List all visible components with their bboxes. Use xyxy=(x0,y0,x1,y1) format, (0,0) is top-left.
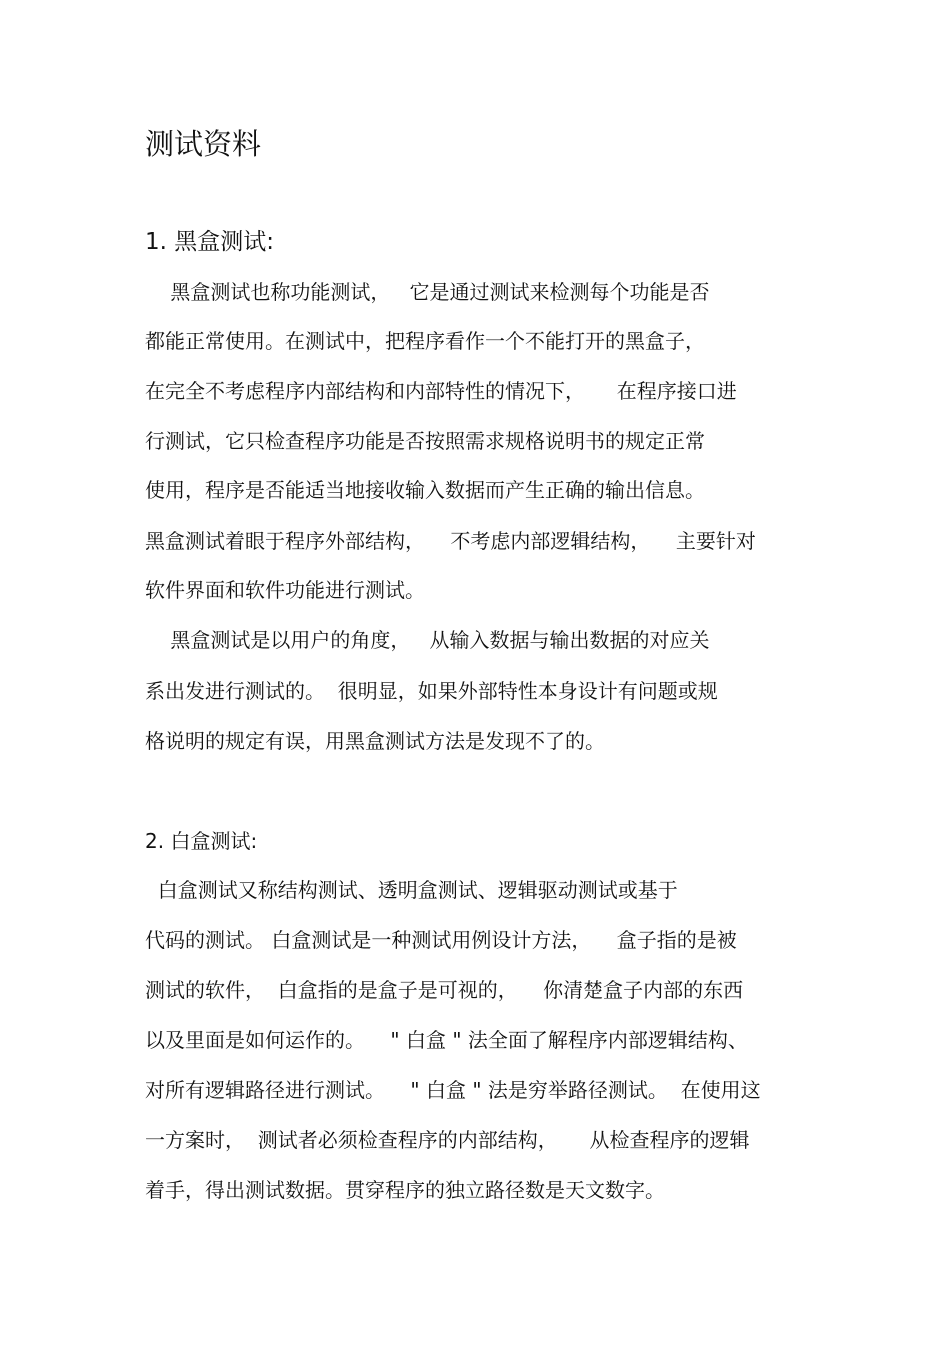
paragraph-line: 行测试，它只检查程序功能是否按照需求规格说明书的规定正常 xyxy=(145,429,705,453)
paragraph-line: 黑盒测试也称功能测试， 它是通过测试来检测每个功能是否 xyxy=(145,280,710,304)
paragraph-line: 以及里面是如何运作的。 " 白盒 " 法全面了解程序内部逻辑结构、 xyxy=(145,1028,748,1052)
paragraph-line: 在完全不考虑程序内部结构和内部特性的情况下， 在程序接口进 xyxy=(145,379,737,403)
paragraph-line: 黑盒测试是以用户的角度， 从输入数据与输出数据的对应关 xyxy=(145,628,710,652)
paragraph-line: 一方案时， 测试者必须检查程序的内部结构， 从检查程序的逻辑 xyxy=(145,1128,750,1152)
paragraph-line: 格说明的规定有误，用黑盒测试方法是发现不了的。 xyxy=(145,729,605,753)
section-heading-white-box: 2. 白盒测试: xyxy=(145,829,258,853)
paragraph-line: 白盒测试又称结构测试、透明盒测试、逻辑驱动测试或基于 xyxy=(145,878,678,902)
document-title: 测试资料 xyxy=(145,127,262,161)
paragraph-line: 黑盒测试着眼于程序外部结构， 不考虑内部逻辑结构， 主要针对 xyxy=(145,529,756,553)
paragraph-line: 都能正常使用。在测试中，把程序看作一个不能打开的黑盒子， xyxy=(145,329,705,353)
paragraph-line: 软件界面和软件功能进行测试。 xyxy=(145,578,425,602)
paragraph-line: 系出发进行测试的。 很明显，如果外部特性本身设计有问题或规 xyxy=(145,679,718,703)
section-heading-black-box: 1. 黑盒测试: xyxy=(145,229,275,255)
paragraph-line: 代码的测试。 白盒测试是一种测试用例设计方法， 盒子指的是被 xyxy=(145,928,737,952)
paragraph-line: 对所有逻辑路径进行测试。 " 白盒 " 法是穷举路径测试。 在使用这 xyxy=(145,1078,761,1102)
paragraph-line: 着手，得出测试数据。贯穿程序的独立路径数是天文数字。 xyxy=(145,1178,665,1202)
paragraph-line: 使用，程序是否能适当地接收输入数据而产生正确的输出信息。 xyxy=(145,478,705,502)
paragraph-line: 测试的软件， 白盒指的是盒子是可视的， 你清楚盒子内部的东西 xyxy=(145,978,744,1002)
